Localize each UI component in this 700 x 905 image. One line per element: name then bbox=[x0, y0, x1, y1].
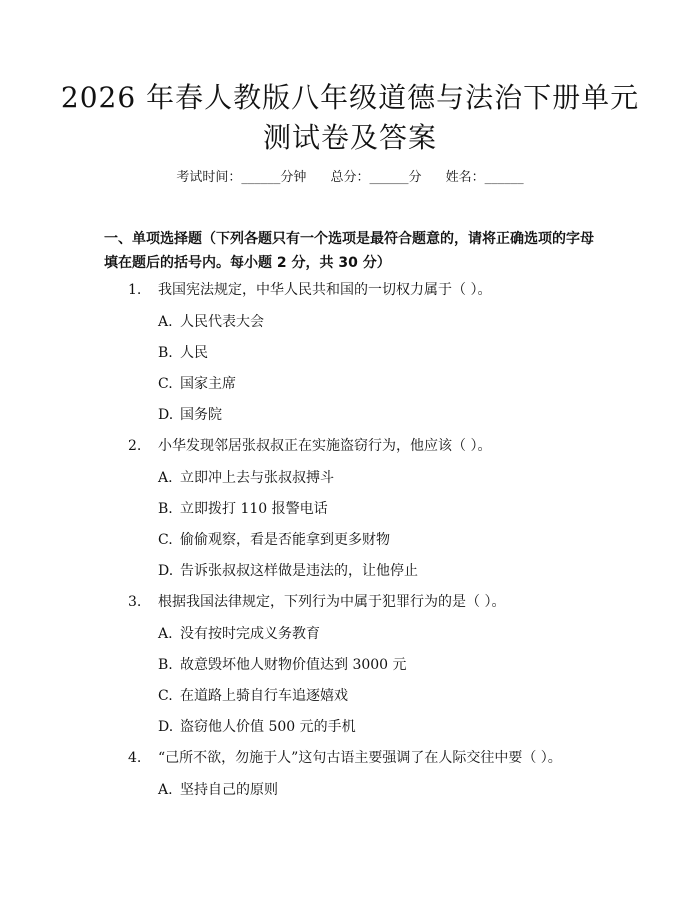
question-number: 3. bbox=[128, 594, 142, 610]
option-2c bbox=[0, 530, 700, 561]
option-text: 人民 bbox=[180, 345, 208, 361]
option-text: 故意毁坏他人财物价值达到 3000 元 bbox=[180, 657, 407, 673]
option-letter: A. bbox=[158, 470, 173, 486]
question-text: 我国宪法规定，中华人民共和国的一切权力属于（ ）。 bbox=[158, 282, 492, 298]
option-text: 告诉张叔叔这样做是违法的，让他停止 bbox=[180, 563, 418, 579]
option-text: 盗窃他人价值 500 元的手机 bbox=[180, 719, 356, 735]
option-letter: D. bbox=[158, 407, 174, 423]
question-text: 根据我国法律规定，下列行为中属于犯罪行为的是（ ）。 bbox=[158, 594, 506, 610]
document-title bbox=[0, 78, 700, 158]
option-2d bbox=[0, 561, 700, 592]
option-text: 坚持自己的原则 bbox=[180, 782, 278, 798]
option-text: 立即冲上去与张叔叔搏斗 bbox=[180, 470, 334, 486]
option-letter: A. bbox=[158, 314, 173, 330]
question-text: 小华发现邻居张叔叔正在实施盗窃行为，他应该（ ）。 bbox=[158, 438, 492, 454]
option-4a bbox=[0, 780, 700, 811]
question-1 bbox=[0, 280, 700, 312]
section-heading-line-1: 一、单项选择题（下列各题只有一个选项是最符合题意的，请将正确选项的字母 bbox=[104, 231, 594, 247]
option-3b bbox=[0, 655, 700, 686]
option-1d bbox=[0, 405, 700, 436]
option-3d bbox=[0, 717, 700, 748]
exam-score: 总分：______分 bbox=[330, 170, 422, 185]
option-1b bbox=[0, 343, 700, 374]
question-list bbox=[0, 280, 700, 811]
option-letter: B. bbox=[158, 345, 173, 361]
question-3 bbox=[0, 592, 700, 624]
option-text: 人民代表大会 bbox=[180, 314, 264, 330]
option-3c bbox=[0, 686, 700, 717]
title-line-1: 2026 年春人教版八年级道德与法治下册单元 bbox=[60, 81, 640, 114]
section-heading-line-2: 填在题后的括号内。每小题 2 分，共 30 分） bbox=[104, 255, 391, 271]
question-number: 2. bbox=[128, 438, 142, 454]
option-text: 在道路上骑自行车追逐嬉戏 bbox=[180, 688, 348, 704]
question-text: “己所不欲，勿施于人”这句古语主要强调了在人际交往中要（ ）。 bbox=[158, 750, 562, 766]
question-4 bbox=[0, 748, 700, 780]
exam-time: 考试时间：______分钟 bbox=[176, 170, 307, 185]
question-number: 4. bbox=[128, 750, 142, 766]
option-text: 偷偷观察，看是否能拿到更多财物 bbox=[180, 532, 390, 548]
option-letter: C. bbox=[158, 688, 173, 704]
option-3a bbox=[0, 624, 700, 655]
option-2a bbox=[0, 468, 700, 499]
option-letter: A. bbox=[158, 782, 173, 798]
option-letter: A. bbox=[158, 626, 173, 642]
option-letter: C. bbox=[158, 532, 173, 548]
title-line-2: 测试卷及答案 bbox=[262, 121, 437, 154]
section-heading bbox=[104, 227, 604, 275]
option-text: 没有按时完成义务教育 bbox=[180, 626, 320, 642]
option-letter: B. bbox=[158, 657, 173, 673]
option-2b bbox=[0, 499, 700, 530]
question-2 bbox=[0, 436, 700, 468]
option-text: 国务院 bbox=[180, 407, 222, 423]
option-text: 立即拨打 110 报警电话 bbox=[180, 501, 328, 517]
option-letter: D. bbox=[158, 563, 174, 579]
question-number: 1. bbox=[128, 282, 142, 298]
student-name: 姓名：______ bbox=[445, 170, 524, 185]
option-1c bbox=[0, 374, 700, 405]
option-1a bbox=[0, 312, 700, 343]
option-letter: C. bbox=[158, 376, 173, 392]
exam-meta bbox=[0, 168, 700, 188]
option-letter: B. bbox=[158, 501, 173, 517]
option-text: 国家主席 bbox=[180, 376, 236, 392]
option-letter: D. bbox=[158, 719, 174, 735]
